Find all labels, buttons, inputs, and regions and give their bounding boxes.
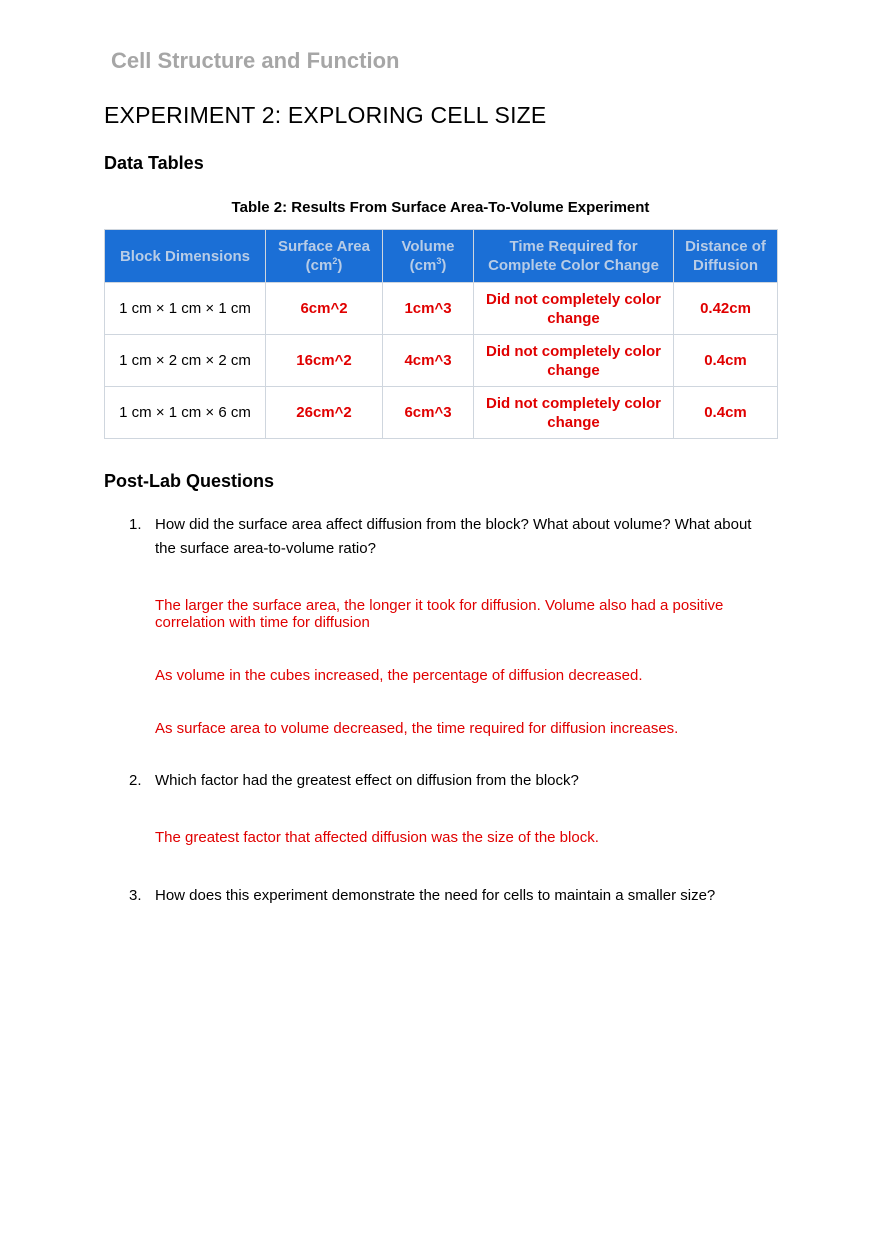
header-volume-label: Volume [401,238,455,255]
data-tables-heading: Data Tables [104,153,204,173]
header-volume-exp: 3 [436,256,442,266]
cell-dims: 1 cm × 1 cm × 1 cm [105,283,266,335]
answer-text: As volume in the cubes increased, the percentage of diffusion decreased. [155,667,643,684]
cell-surface-area: 16cm^2 [266,335,383,387]
header-surface-area-close: ) [337,257,343,274]
cell-volume: 1cm^3 [383,283,474,335]
results-table [104,229,778,439]
table-header-row [105,230,778,283]
cell-volume: 6cm^3 [383,387,474,439]
page-header-title: Cell Structure and Function [111,48,400,73]
table-caption: Table 2: Results From Surface Area-To-Volume Experiment [231,199,650,216]
cell-surface-area: 6cm^2 [266,283,383,335]
cell-surface-area: 26cm^2 [266,387,383,439]
header-time-required: Time Required for Complete Color Change [474,230,674,283]
header-surface-area [266,230,383,283]
header-distance: Distance of Diffusion [674,230,778,283]
cell-time: Did not completely color change [474,283,674,335]
header-volume-close: ) [441,257,447,274]
question-text: Which factor had the greatest effect on diffusion from the block? [155,772,579,789]
answer-text: As surface area to volume decreased, the time required for diffusion increases. [155,720,679,737]
table-row [105,335,778,387]
table-row [105,387,778,439]
cell-distance: 0.4cm [674,387,778,439]
question-number: 2. [129,772,142,789]
answer-text: The larger the surface area, the longer it took for diffusion. Volume also had a positive correlation with time for diffusion [155,597,724,631]
question-text: How does this experiment demonstrate the need for cells to maintain a smaller size? [155,887,716,904]
cell-distance: 0.4cm [674,335,778,387]
table-row [105,283,778,335]
cell-time: Did not completely color change [474,387,674,439]
header-volume-unit: (cm [409,257,437,274]
cell-volume: 4cm^3 [383,335,474,387]
cell-time: Did not completely color change [474,335,674,387]
header-surface-area-label: Surface Area [278,238,370,255]
cell-distance: 0.42cm [674,283,778,335]
cell-dims: 1 cm × 2 cm × 2 cm [105,335,266,387]
answer-text: The greatest factor that affected diffusion was the size of the block. [155,829,599,846]
question-number: 1. [129,516,142,533]
question-text: How did the surface area affect diffusion from the block? What about volume? What about the surface area-to-volume ratio? [155,516,752,557]
cell-dims: 1 cm × 1 cm × 6 cm [105,387,266,439]
header-surface-area-exp: 2 [332,256,338,266]
header-volume [383,230,474,283]
post-lab-heading: Post-Lab Questions [104,471,275,491]
header-block-dimensions: Block Dimensions [105,230,266,283]
header-surface-area-unit: (cm [305,257,333,274]
experiment-title: EXPERIMENT 2: EXPLORING CELL SIZE [104,102,547,128]
question-number: 3. [129,887,142,904]
